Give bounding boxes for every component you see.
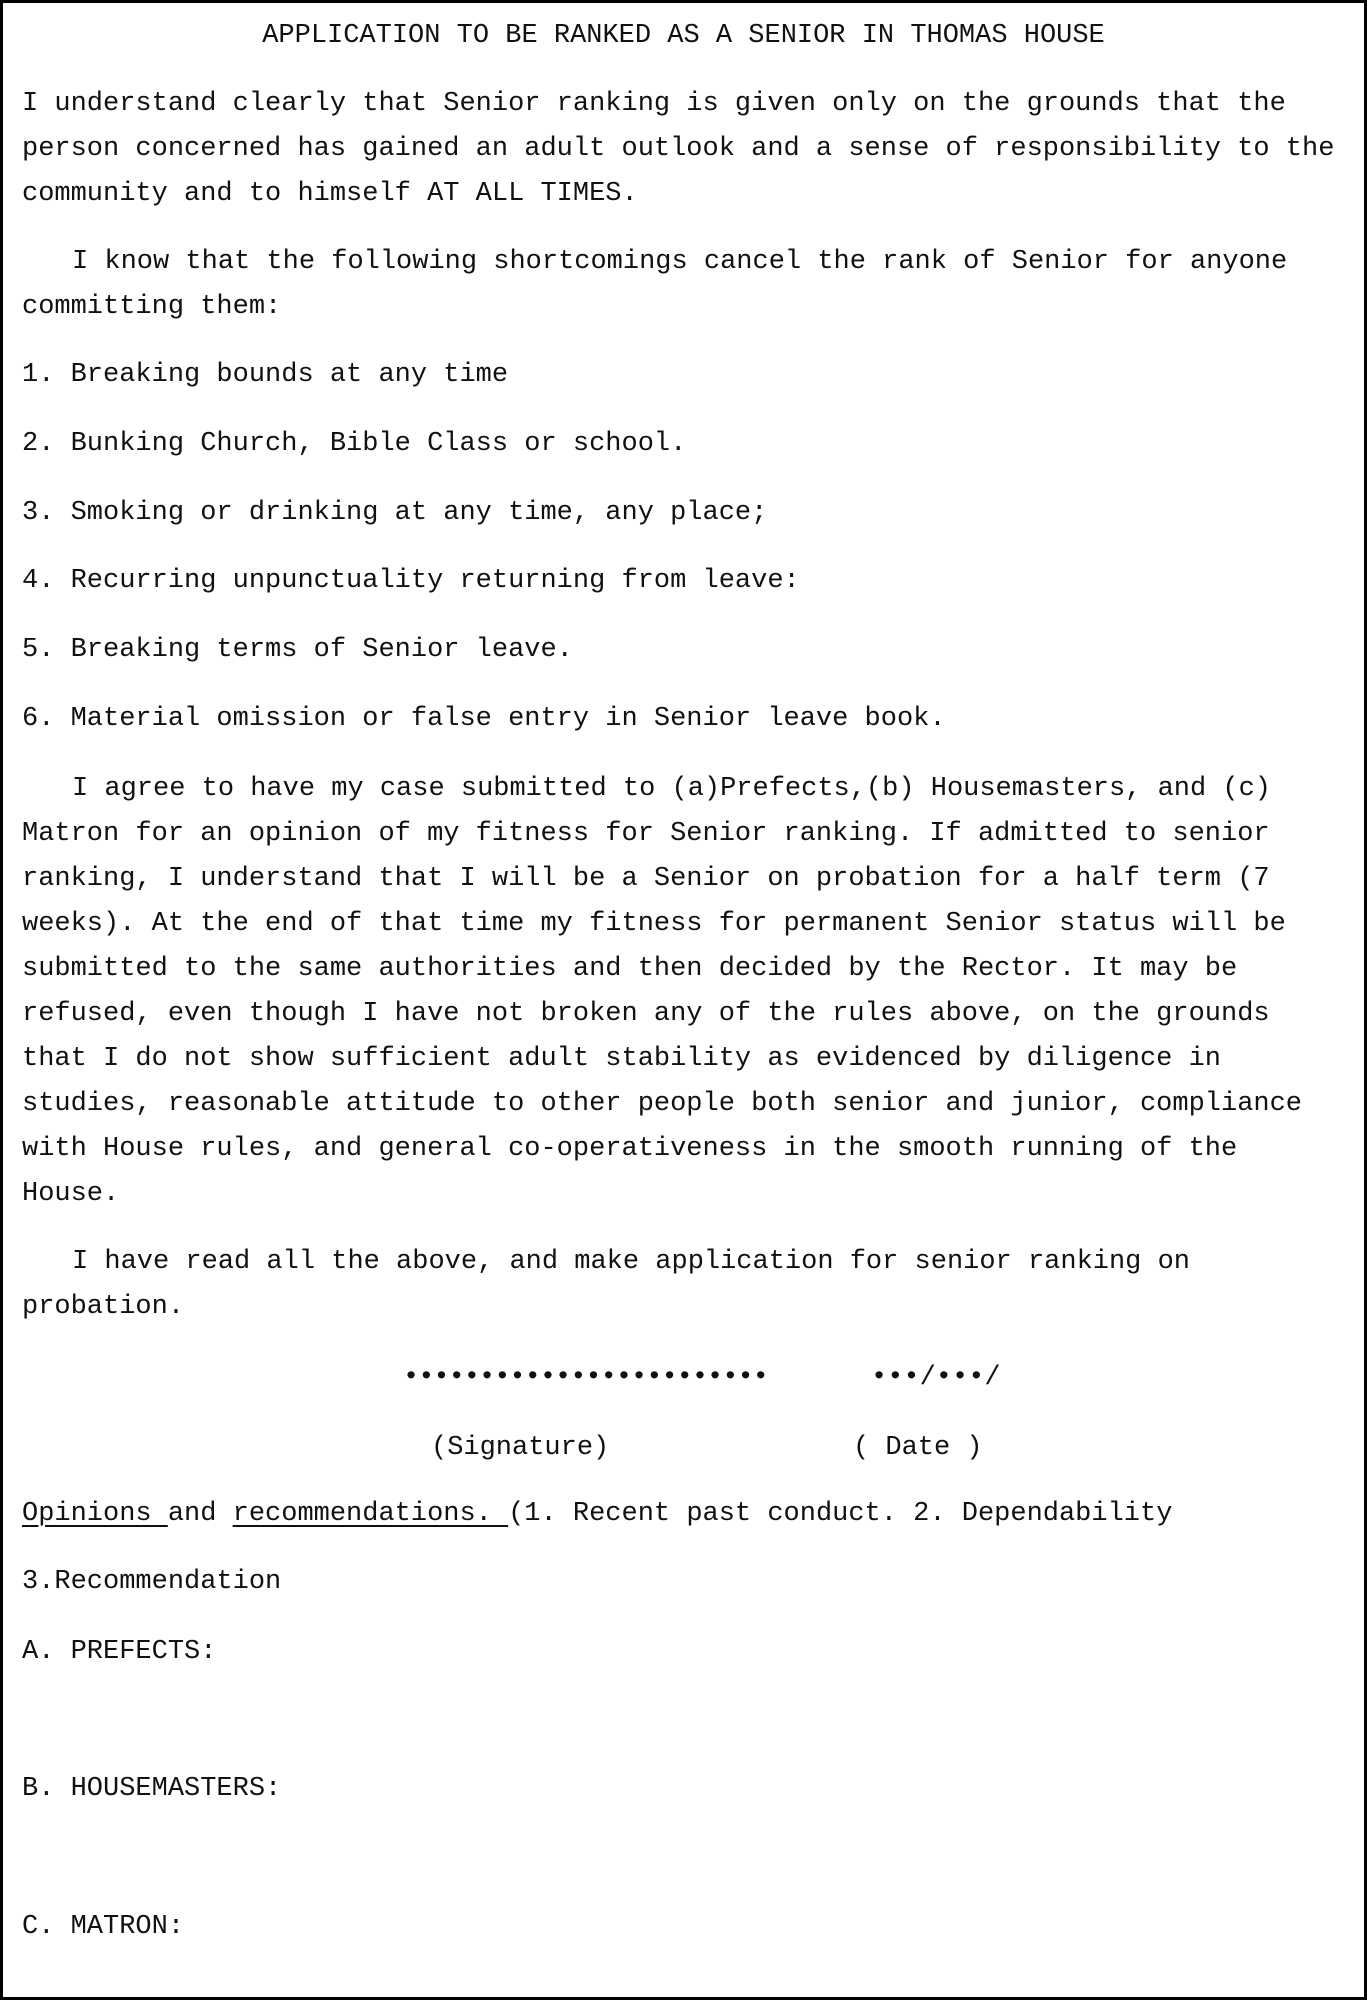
date-label: ( Date ) [853, 1433, 983, 1463]
paragraph-line: ranking, I understand that I will be a Senior on probation for a half term (7 [22, 864, 1270, 894]
matron-opinion-area[interactable] [22, 1950, 1342, 1995]
document-title: APPLICATION TO BE RANKED AS A SENIOR IN THOMAS HOUSE [262, 21, 1105, 51]
list-item: 1. Breaking bounds at any time [22, 360, 509, 390]
paragraph-line: House. [22, 1179, 120, 1209]
signature-field[interactable]: •••••••••••••••••••••••• [403, 1363, 768, 1393]
paragraph-line: community and to himself AT ALL TIMES. [22, 179, 638, 209]
paragraph-line: refused, even though I have not broken any of the rules above, on the grounds [22, 999, 1270, 1029]
paragraph-line: I agree to have my case submitted to (a)Prefects,(b) Housemasters, and (c) [72, 774, 1271, 804]
paragraph-line: with House rules, and general co-operativeness in the smooth running of the [22, 1134, 1238, 1164]
housemasters-opinion-area[interactable] [22, 1812, 1342, 1902]
paragraph-line: person concerned has gained an adult outlook and a sense of responsibility to the [22, 134, 1335, 164]
section-label-housemasters: B. HOUSEMASTERS: [22, 1774, 282, 1804]
paragraph-line: I know that the following shortcomings cancel the rank of Senior for anyone [72, 247, 1288, 277]
paragraph-line: submitted to the same authorities and then decided by the Rector. It may be [22, 954, 1238, 984]
signature-label: (Signature) [431, 1433, 610, 1463]
section-label-matron: C. MATRON: [22, 1912, 185, 1942]
opinions-criteria: (1. Recent past conduct. 2. Dependability [508, 1499, 1173, 1529]
list-item: 3. Smoking or drinking at any time, any place; [22, 498, 768, 528]
opinions-heading-line [22, 1501, 1172, 1531]
paragraph-line: probation. [22, 1292, 185, 1322]
paragraph-line: Matron for an opinion of my fitness for Senior ranking. If admitted to senior [22, 819, 1270, 849]
paragraph-line: that I do not show sufficient adult stability as evidenced by diligence in [22, 1044, 1221, 1074]
paragraph-line: committing them: [22, 292, 282, 322]
prefects-opinion-area[interactable] [22, 1675, 1342, 1765]
section-label-prefects: A. PREFECTS: [22, 1637, 217, 1667]
opinions-heading-word: Opinions [22, 1499, 168, 1529]
opinions-criteria-continued: 3.Recommendation [22, 1567, 282, 1597]
recommendations-heading-word: recommendations. [232, 1499, 509, 1529]
paragraph-line: weeks). At the end of that time my fitness for permanent Senior status will be [22, 909, 1286, 939]
list-item: 4. Recurring unpunctuality returning from leave: [22, 566, 800, 596]
date-field[interactable]: •••/•••/ [871, 1363, 1001, 1393]
paragraph-line: I have read all the above, and make application for senior ranking on [72, 1247, 1190, 1277]
list-item: 6. Material omission or false entry in Senior leave book. [22, 704, 946, 734]
paragraph-line: I understand clearly that Senior ranking is given only on the grounds that the [22, 89, 1286, 119]
opinions-connector: and [167, 1499, 233, 1529]
list-item: 5. Breaking terms of Senior leave. [22, 635, 573, 665]
list-item: 2. Bunking Church, Bible Class or school. [22, 429, 687, 459]
paragraph-line: studies, reasonable attitude to other people both senior and junior, compliance [22, 1089, 1303, 1119]
